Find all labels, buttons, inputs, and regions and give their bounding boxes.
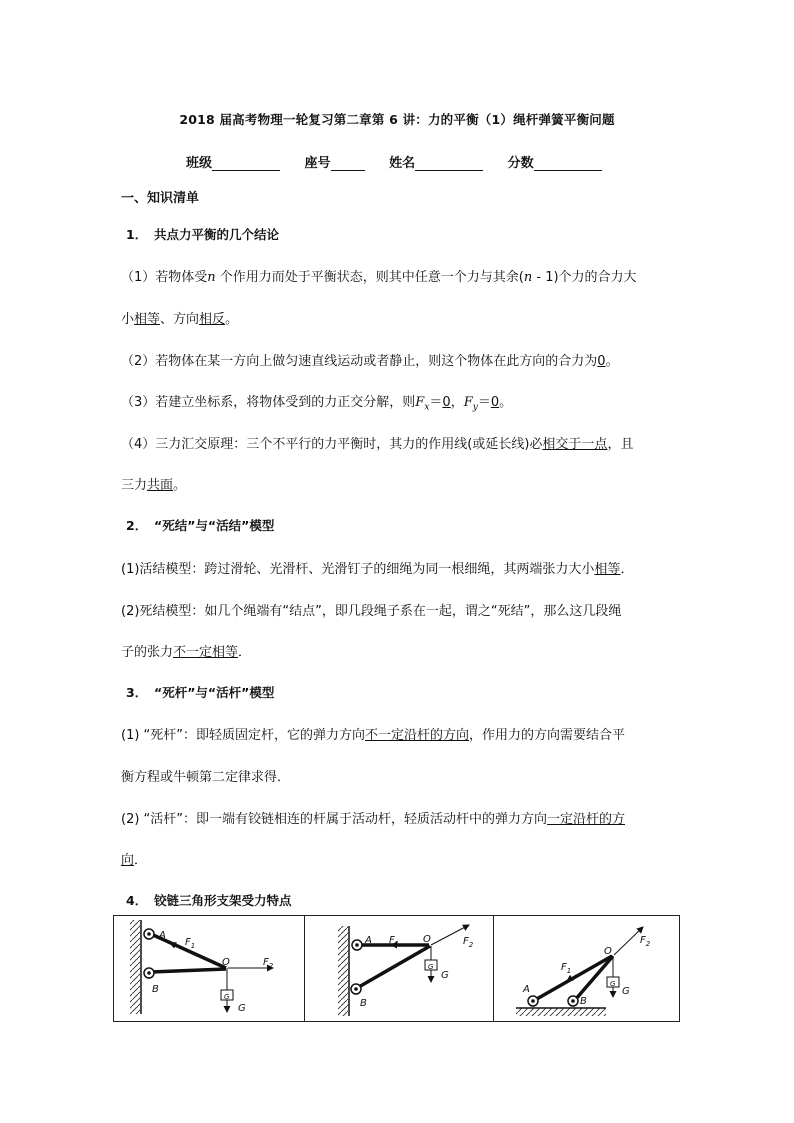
text-run: （4）三力汇交原理：三个不平行的力平衡时，其力的作用线(或延长线)必 xyxy=(121,437,543,452)
label-a: A xyxy=(365,935,372,946)
text-run: （3）若建立坐标系，将物体受到的力正交分解，则 xyxy=(121,395,416,410)
rod-bo xyxy=(357,946,430,988)
class-field xyxy=(186,152,280,171)
class-blank[interactable] xyxy=(212,156,280,171)
label-b: B xyxy=(360,998,367,1009)
item1-para3 xyxy=(121,391,512,413)
name-field xyxy=(389,152,483,171)
text-run: 、方向 xyxy=(160,312,200,327)
text-run: 1． xyxy=(126,227,148,242)
text-run: 相反 xyxy=(199,312,226,327)
seat-field xyxy=(305,152,365,171)
text-run: （1）若物体受 xyxy=(121,270,208,285)
item1-para4-line1 xyxy=(121,433,633,452)
student-info-row xyxy=(186,152,622,171)
item2-heading xyxy=(126,516,274,534)
score-blank[interactable] xyxy=(534,156,602,171)
text-run: (1) “死杆”：即轻质固定杆，它的弹力方向 xyxy=(121,728,366,743)
label-g: G xyxy=(238,1003,246,1014)
item1-para1-line1 xyxy=(121,266,637,285)
label-f1: $F_1$ xyxy=(185,937,196,950)
bracket-figures xyxy=(113,915,680,1022)
item1-para2 xyxy=(121,350,619,369)
label-a: A xyxy=(523,984,530,995)
text-run: 共面 xyxy=(147,478,174,493)
label-f1: $F_1$ xyxy=(561,962,572,975)
text-run: 子的张力 xyxy=(121,645,174,660)
item2-para2-line1: (2)死结模型：如几个绳端有“结点”，即几段绳子系在一起，谓之“死结”，那么这几段绳 xyxy=(121,604,622,619)
text-run: F xyxy=(415,395,425,410)
seat-blank[interactable] xyxy=(331,156,365,171)
text-run: ，作用力的方向需要结合平 xyxy=(469,728,626,743)
page-title: 2018 届高考物理一轮复习第二章第 6 讲：力的平衡（1）绳杆弹簧平衡问题 xyxy=(179,112,615,127)
text-run: “死杆”与“活杆”模型 xyxy=(154,685,275,700)
label-f2: $F_2$ xyxy=(640,935,651,948)
text-run: 相交于一点 xyxy=(542,437,608,452)
figure-1 xyxy=(114,916,304,1021)
item4-heading xyxy=(126,891,292,909)
text-run: (1)活结模型：跨过滑轮、光滑杆、光滑钉子的细绳为同一根细绳，其两端张力大小 xyxy=(121,562,595,577)
score-field xyxy=(508,152,602,171)
text-run: x xyxy=(424,402,430,413)
text-run: 铰链三角形支架受力特点 xyxy=(154,893,292,908)
text-run: 4． xyxy=(126,893,148,908)
text-run: ． xyxy=(238,645,252,660)
text-run: 。 xyxy=(605,354,619,369)
name-label: 姓名 xyxy=(389,156,416,171)
text-run: (2) “活杆”：即一端有铰链相连的杆属于活动杆，轻质活动杆中的弹力方向 xyxy=(121,812,548,827)
text-run: n xyxy=(523,270,533,285)
text-run: 。 xyxy=(225,312,239,327)
text-run: 。 xyxy=(173,478,187,493)
label-o: O xyxy=(604,946,612,957)
ground xyxy=(516,1008,606,1016)
text-run: （2）若物体在某一方向上做匀速直线运动或者静止，则这个物体在此方向的合力为 xyxy=(121,354,598,369)
wall xyxy=(130,920,140,1014)
text-run: 。 xyxy=(499,395,513,410)
label-o: O xyxy=(423,934,431,945)
text-run: 不一定沿杆的方向 xyxy=(365,728,470,743)
label-b: B xyxy=(152,984,159,995)
item3-heading xyxy=(126,683,274,701)
text-run: F xyxy=(463,395,473,410)
text-run: ， xyxy=(450,395,464,410)
text-run: ． xyxy=(134,853,148,868)
text-run: n xyxy=(207,270,216,285)
label-f1: $F_1$ xyxy=(389,935,400,948)
text-run: - 1)个力的合力大 xyxy=(532,270,637,285)
label-g: G xyxy=(441,970,449,981)
text-run: 0 xyxy=(597,354,606,369)
text-run: 2． xyxy=(126,518,148,533)
class-label: 班级 xyxy=(186,156,213,171)
weight-box-label: G xyxy=(224,993,230,1001)
figure-2 xyxy=(305,916,493,1021)
text-run: 三力 xyxy=(121,478,148,493)
item1-para4-line2 xyxy=(121,474,186,493)
rod-ao xyxy=(535,956,612,1000)
label-f2: $F_2$ xyxy=(263,957,274,970)
f2-arrow xyxy=(614,927,643,955)
weight-box-label: G xyxy=(610,980,616,988)
item1-heading xyxy=(126,225,279,243)
figure-3 xyxy=(494,916,680,1021)
text-run: 0 xyxy=(442,395,451,410)
text-run: 共点力平衡的几个结论 xyxy=(154,227,280,242)
item2-para1 xyxy=(121,558,633,577)
text-run: “死结”与“活结”模型 xyxy=(154,518,275,533)
text-run: 一定沿杆的方 xyxy=(547,812,626,827)
text-run: ，且 xyxy=(607,437,634,452)
text-run: 3． xyxy=(126,685,148,700)
item3-para2-line2 xyxy=(121,849,147,868)
text-run: ＝ xyxy=(429,395,443,410)
section-heading: 一、知识清单 xyxy=(121,191,200,206)
text-run: 相等 xyxy=(594,562,621,577)
label-f2: $F_2$ xyxy=(463,936,474,949)
item3-para1-line2: 衡方程或牛顿第二定律求得． xyxy=(121,770,291,785)
text-run: y xyxy=(472,402,478,413)
label-b: B xyxy=(580,996,587,1007)
text-run: ． xyxy=(620,562,634,577)
text-run: 向 xyxy=(121,853,135,868)
score-label: 分数 xyxy=(507,156,534,171)
rod-bo xyxy=(151,969,226,972)
label-a: A xyxy=(159,930,166,941)
name-blank[interactable] xyxy=(415,156,483,171)
text-run: 个作用力而处于平衡状态，则其中任意一个力与其余( xyxy=(215,270,524,285)
text-run: 不一定相等 xyxy=(173,645,239,660)
seat-label: 座号 xyxy=(304,156,331,171)
item2-para2-line2 xyxy=(121,641,251,660)
label-g: G xyxy=(622,986,630,997)
text-run: ＝ xyxy=(477,395,491,410)
text-run: 小 xyxy=(121,312,135,327)
item3-para2-line1 xyxy=(121,808,625,827)
weight-box-label: G xyxy=(428,963,434,971)
item1-para1-line2 xyxy=(121,308,238,327)
text-run: 相等 xyxy=(134,312,161,327)
item3-para1-line1 xyxy=(121,724,625,743)
label-o: O xyxy=(222,957,230,968)
text-run: 0 xyxy=(490,395,500,410)
